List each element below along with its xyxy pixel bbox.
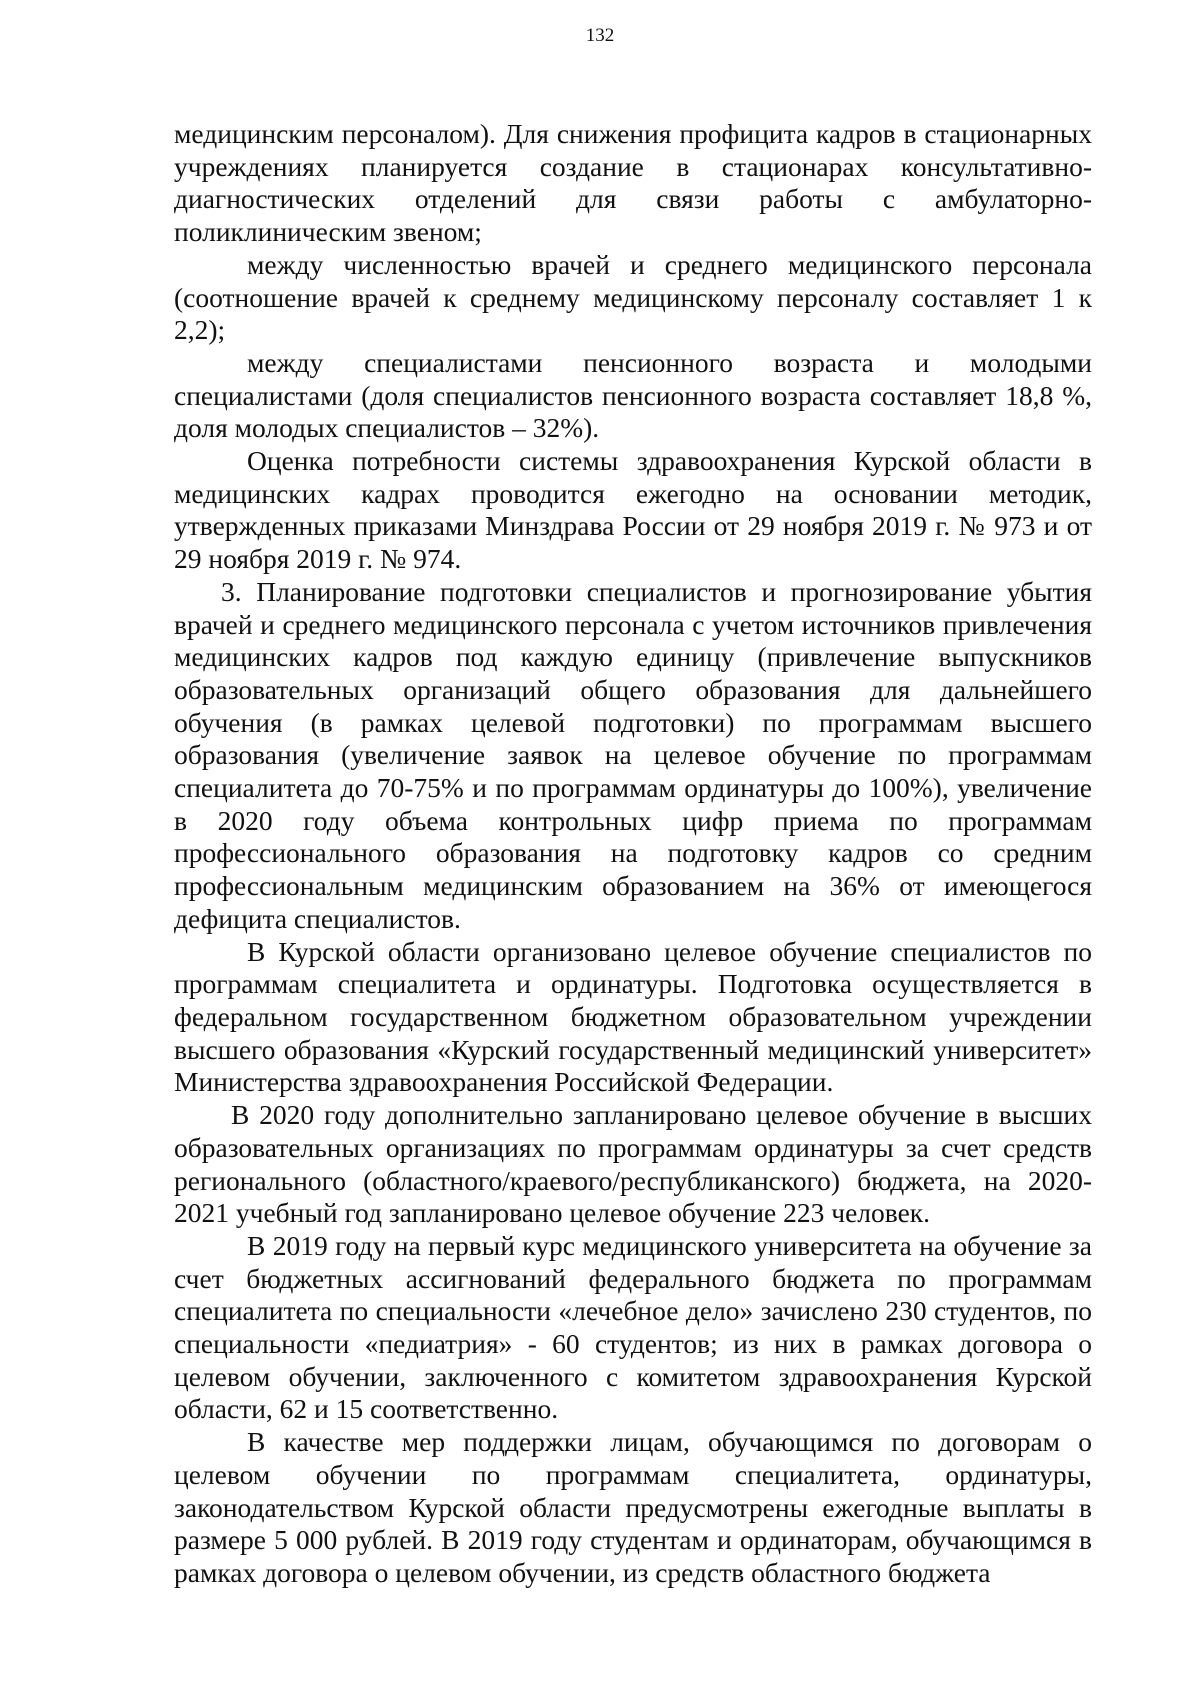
paragraph: В качестве мер поддержки лицам, обучающимся по договорам о целевом обучении по программам специалитета, ординатуры, законодательством Курской области предусмотрены ежегодные выплаты в размере 5 000 рублей. В 2019 году студентам и ординаторам, обучающимся в рамках договора о целевом обучении, из средств областного бюджета — [174, 1426, 1092, 1588]
paragraph: между специалистами пенсионного возраста и молодыми специалистами (доля специалистов пенсионного возраста составляет 18,8 %, доля молодых специалистов – 32%). — [174, 346, 1092, 444]
paragraph: между численностью врачей и среднего медицинского персонала (соотношение врачей к среднему медицинскому персоналу составляет 1 к 2,2); — [174, 248, 1092, 346]
paragraph: Оценка потребности системы здравоохранения Курской области в медицинских кадрах проводится ежегодно на основании методик, утвержденных приказами Минздрава России от 29 ноября 2019 г. № 973 и от 29 ноября 2019 г. № 974. — [174, 445, 1092, 575]
paragraph: В Курской области организовано целевое обучение специалистов по программам специалитета и ординатуры. Подготовка осуществляется в федеральном государственном бюджетном образовательном учреждении высшего образования «Курский государственный медицинский университет» Министерства здравоохранения Российской Федерации. — [174, 935, 1092, 1098]
paragraph: В 2019 году на первый курс медицинского университета на обучение за счет бюджетных ассигнований федерального бюджета по программам специалитета по специальности «лечебное дело» зачислено 230 студентов, по специальности «педиатрия» - 60 студентов; из них в рамках договора о целевом обучении, заключенного с комитетом здравоохранения Курской области, 62 и 15 соответственно. — [174, 1229, 1092, 1425]
paragraph: В 2020 году дополнительно запланировано целевое обучение в высших образовательных организациях по программам ординатуры за счет средств регионального (областного/краевого/республиканского) бюджета, на 2020-2021 учебный год запланировано целевое обучение 223 человек. — [174, 1099, 1092, 1229]
paragraph: медицинским персоналом). Для снижения профицита кадров в стационарных учреждениях планируется создание в стационарах консультативно-диагностических отделений для связи работы с амбулаторно-поликлиническим звеном; — [174, 118, 1092, 248]
paragraph: 3. Планирование подготовки специалистов и прогнозирование убытия врачей и среднего медицинского персонала с учетом источников привлечения медицинских кадров под каждую единицу (привлечение выпускников образовательных организаций общего образования для дальнейшего обучения (в рамках целевой подготовки) по программам высшего образования (увеличение заявок на целевое обучение по программам специалитета до 70-75% и по программам ординатуры до 100%), увеличение в 2020 году объема контрольных цифр приема по программам профессионального образования на подготовку кадров со средним профессиональным медицинским образованием на 36% от имеющегося дефицита специалистов. — [174, 575, 1092, 934]
body-text — [174, 118, 1092, 1590]
page-number: 132 — [585, 25, 615, 46]
